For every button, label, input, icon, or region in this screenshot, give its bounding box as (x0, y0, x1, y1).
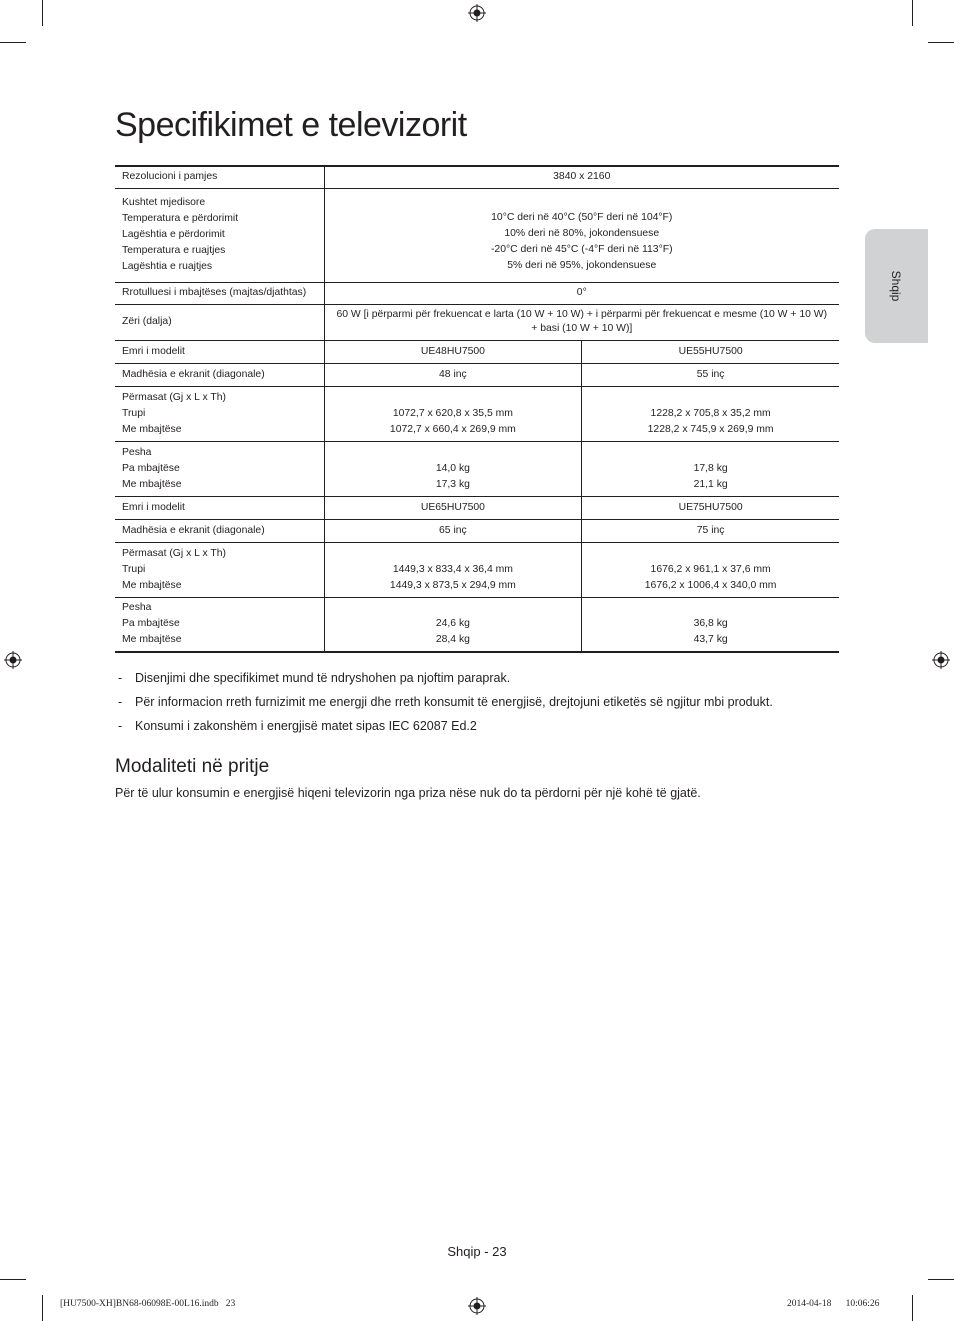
spec-value: 1228,2 x 705,8 x 35,2 mm 1228,2 x 745,9 x 269,9 mm (582, 386, 839, 441)
table-row (115, 597, 839, 652)
spec-label: Përmasat (Gj x L x Th) Trupi Me mbajtëse (115, 542, 324, 597)
spec-label: Rrotulluesi i mbajtëses (majtas/djathtas) (115, 282, 324, 304)
spec-value: 36,8 kg 43,7 kg (582, 597, 839, 652)
language-side-tab (865, 229, 928, 343)
spec-label: Zëri (dalja) (115, 304, 324, 340)
table-row (115, 519, 839, 542)
crop-mark (42, 1295, 43, 1321)
table-row (115, 166, 839, 188)
crop-mark (912, 0, 913, 26)
crop-mark (928, 42, 954, 43)
page-title: Specifikimet e televizorit (115, 106, 467, 144)
spec-label: Madhësia e ekranit (diagonale) (115, 519, 324, 542)
list-item: - Disenjimi dhe specifikimet mund të ndryshohen pa njoftim paraprak. (118, 671, 511, 685)
spec-value: 55 inç (582, 363, 839, 386)
footer-file-info: [HU7500-XH]BN68-06098E-00L16.indb 23 (60, 1299, 236, 1309)
registration-mark-icon (932, 651, 950, 669)
side-tab-label: Shqip (889, 270, 903, 302)
table-row (115, 441, 839, 496)
table-row (115, 188, 839, 282)
registration-mark-icon (4, 651, 22, 669)
crop-mark (928, 1279, 954, 1280)
list-item: - Për informacion rreth furnizimit me energji dhe rreth konsumit të energjisë, drejtojuni etiketës së ngjitur mbi produkt. (118, 695, 773, 709)
spec-label: Pesha Pa mbajtëse Me mbajtëse (115, 597, 324, 652)
spec-value: 1072,7 x 620,8 x 35,5 mm 1072,7 x 660,4 x 269,9 mm (324, 386, 582, 441)
table-row (115, 542, 839, 597)
spec-value: 17,8 kg 21,1 kg (582, 441, 839, 496)
spec-value: 1676,2 x 961,1 x 37,6 mm 1676,2 x 1006,4 x 340,0 mm (582, 542, 839, 597)
spec-label: Kushtet mjedisore Temperatura e përdorimit Lagështia e përdorimit Temperatura e ruajtjes Lagështia e ruajtjes (115, 188, 324, 282)
list-item: - Konsumi i zakonshëm i energjisë matet sipas IEC 62087 Ed.2 (118, 719, 477, 733)
model-name: UE75HU7500 (582, 496, 839, 519)
spec-value: 24,6 kg 28,4 kg (324, 597, 582, 652)
table-row (115, 496, 839, 519)
spec-value: 14,0 kg 17,3 kg (324, 441, 582, 496)
crop-mark (0, 1279, 26, 1280)
table-row (115, 386, 839, 441)
model-name: UE48HU7500 (324, 340, 582, 363)
page-number: Shqip - 23 (447, 1244, 507, 1259)
section-heading: Modaliteti në pritje (115, 756, 270, 777)
notes-list (115, 670, 773, 742)
crop-mark (912, 1295, 913, 1321)
spec-value: 0° (324, 282, 839, 304)
crop-mark (42, 0, 43, 26)
spec-label: Rezolucioni i pamjes (115, 166, 324, 188)
table-row (115, 363, 839, 386)
spec-value: 3840 x 2160 (324, 166, 839, 188)
registration-mark-icon (468, 4, 486, 22)
spec-value: 65 inç (324, 519, 582, 542)
spec-table (115, 165, 839, 653)
crop-mark (0, 42, 26, 43)
spec-label: Emri i modelit (115, 496, 324, 519)
spec-label: Madhësia e ekranit (diagonale) (115, 363, 324, 386)
model-name: UE65HU7500 (324, 496, 582, 519)
footer-timestamp: 2014-04-18 10:06:26 (787, 1299, 880, 1309)
spec-value: 10°C deri në 40°C (50°F deri në 104°F) 10% deri në 80%, jokondensuese -20°C deri në 45°C (-4°F deri në 113°F) 5% deri në 95%, jokondensuese (324, 188, 839, 282)
spec-label: Emri i modelit (115, 340, 324, 363)
spec-label: Pesha Pa mbajtëse Me mbajtëse (115, 441, 324, 496)
registration-mark-icon (468, 1297, 486, 1315)
table-row (115, 340, 839, 363)
table-row (115, 282, 839, 304)
spec-value: 75 inç (582, 519, 839, 542)
section-paragraph: Për të ulur konsumin e energjisë hiqeni televizorin nga priza nëse nuk do ta përdorni për një kohë të gjatë. (115, 786, 701, 800)
spec-value: 60 W [i përparmi për frekuencat e larta (10 W + 10 W) + i përparmi për frekuencat e mesme (10 W + 10 W) + basi (10 W + 10 W)] (324, 304, 839, 340)
spec-label: Përmasat (Gj x L x Th) Trupi Me mbajtëse (115, 386, 324, 441)
table-row (115, 304, 839, 340)
model-name: UE55HU7500 (582, 340, 839, 363)
spec-value: 1449,3 x 833,4 x 36,4 mm 1449,3 x 873,5 x 294,9 mm (324, 542, 582, 597)
spec-value: 48 inç (324, 363, 582, 386)
